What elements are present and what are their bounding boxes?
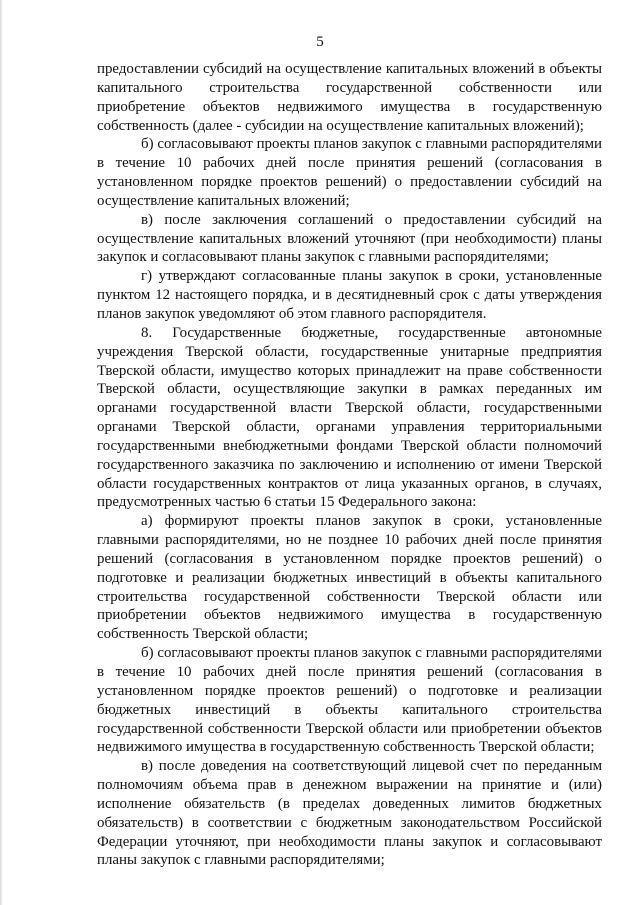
page-number: 5 xyxy=(316,34,324,50)
scan-edge-shadow xyxy=(0,0,3,905)
paragraph: 8. Государственные бюджетные, государственные автономные учреждения Тверской области, государственные унитарные предприятия Тверской области, имущество которых принадлежит на праве собственности Тверской области, осуществляющие закупки в рамках переданных им органами государственной власти Тверской области, государственными органами Тверской области, органами управления территориальными государственными внебюджетными фондами Тверской области полномочий государственного заказчика по заключению и исполнению от имени Тверской области государственных контрактов от лица указанных органов, в случаях, предусмотренных частью 6 статьи 15 Федерального закона: xyxy=(97,324,602,511)
paragraph: в) после доведения на соответствующий лицевой счет по переданным полномочиям объема прав в денежном выражении на принятие и (или) исполнение обязательств (в пределах доведенных лимитов бюджетных обязательств) в соответствии с бюджетным законодательством Российской Федерации уточняют, при необходимости планы закупок и согласовывают планы закупок с главными распорядителями; xyxy=(97,758,602,869)
paragraph: в) после заключения соглашений о предоставлении субсидий на осуществление капитальных вложений уточняют (при необходимости) планы закупок и согласовывают планы закупок с главными распорядителями; xyxy=(97,211,602,266)
paragraph: а) формируют проекты планов закупок в сроки, установленные главными распорядителями, но не позднее 10 рабочих дней после принятия решений (согласования в установленном порядке проектов решений) о подготовке и реализации бюджетных инвестиций в объекты капитального строительства государственной собственности Тверской области или приобретении объектов недвижимого имущества в государственную собственность Тверской области; xyxy=(97,513,602,643)
paragraph: предоставлении субсидий на осуществление капитальных вложений в объекты капитального строительства государственной собственности или приобретение объектов недвижимого имущества в государственную собственность (далее - субсидии на осуществление капитальных вложений); xyxy=(97,61,602,134)
document-body xyxy=(97,60,602,870)
paragraph: б) согласовывают проекты планов закупок с главными распорядителями в течение 10 рабочих дней после принятия решений (согласования в установленном порядке проектов решений) о подготовке и реализации бюджетных инвестиций в объекты капитального строительства государственной собственности Тверской области или приобретении объектов недвижимого имущества в государственную собственность Тверской области; xyxy=(97,645,602,756)
paragraph: б) согласовывают проекты планов закупок с главными распорядителями в течение 10 рабочих дней после принятия решений (согласования в установленном порядке проектов решений) о предоставлении субсидий на осуществление капитальных вложений; xyxy=(97,136,602,209)
paragraph: г) утверждают согласованные планы закупок в сроки, установленные пунктом 12 настоящего порядка, и в десятидневный срок с даты утверждения планов закупок уведомляют об этом главного распорядителя. xyxy=(97,268,602,322)
